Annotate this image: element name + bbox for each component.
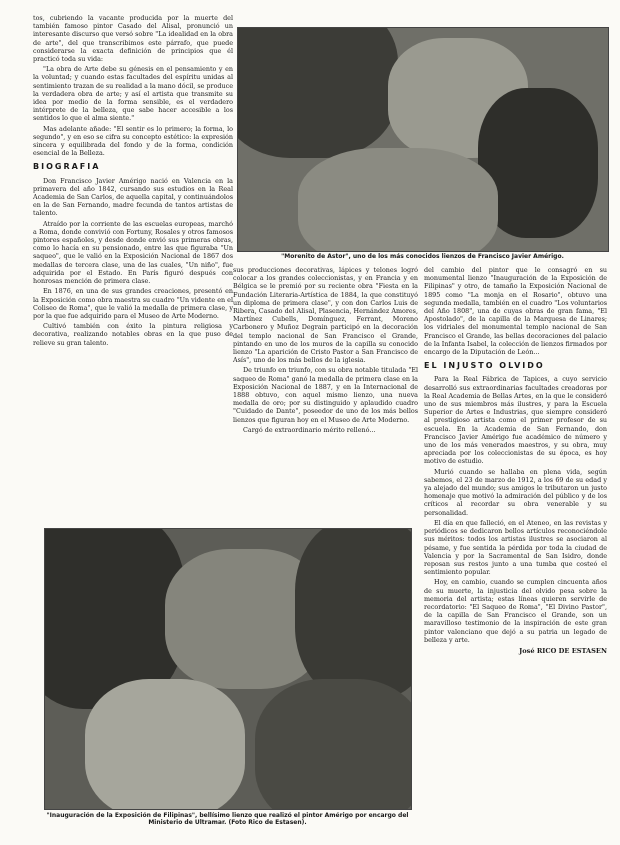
article-paragraph: Para la Real Fábrica de Tapices, a cuyo servicio desarrolló sus extraordinarias facultades creadoras por la Real Academia de Bellas Artes, en la que le consideró uno de sus miembros más ilustres, y para la Escuela Superior de Artes e Industrias, que siempre consideró al prestigioso artista como el primer profesor de su escuela. En la Academia de San Fernando, don Francisco Javier Amérigo fue académico de número y uno de los más venerados maestros, y su obra, muy apreciada por los coleccionistas de su época, es hoy motivo de estudio.: [424, 375, 607, 466]
biography-heading: BIOGRAFIA: [33, 162, 101, 172]
bottom-photo-caption: "Inauguración de la Exposición de Filipinas", bellísimo lienzo que realizó el pintor Amérigo por encargo del Ministerio de Ultramar. (Foto Rico de Estasen).: [46, 812, 409, 827]
article-paragraph: Cargó de extraordinario mérito rellenó...: [243, 425, 376, 434]
author-signature: José RICO DE ESTASEN: [519, 646, 607, 655]
bottom-painting-photo: [44, 528, 412, 810]
top-painting-photo: [237, 27, 609, 252]
article-paragraph: del cambio del pintor que le consagró en su monumental lienzo "Inauguración de la Exposición de Filipinas" y otro, de tamaño la Exposición Nacional de 1895 como "La monja en el Rosario", obtuvo una segunda medalla, también en el cuadro "Los voluntarios del Año 1808", una de cuyas obras de gran fama, "El Apostolado", de la capilla de la Marquesa de Linares; los vidriales del monumental templo nacional de San Francisco el Grande, las bellas decoraciones del palacio de la Infanta Isabel, la colección de lienzos firmados por encargo de la Diputación de León...: [424, 266, 607, 357]
article-paragraph: tos, cubriendo la vacante producida por la muerte del también famoso pintor Casado del Alisal, pronunció un interesante discurso que versó sobre "La idealidad en la obra de arte", del que transcribimos este párrafo, que puede considerarse la exacta definición de principios que él practicó toda su vida:: [33, 14, 233, 64]
article-paragraph: Don Francisco Javier Amérigo nació en Valencia en la primavera del año 1842, cursando sus estudios en la Real Academia de San Carlos, de aquella capital, y continuándolos en la de San Fernando, madre fecunda de tantos artistas de talento.: [33, 176, 233, 218]
article-paragraph: Murió cuando se hallaba en plena vida, según sabemos, el 23 de marzo de 1912, a los 69 de su edad y ya alejado del mundo; sus amigos le tributaron un justo homenaje que motivó la admiración del público y de los críticos al recordar su obra venerable y su personalidad.: [424, 467, 607, 517]
top-photo-caption: "Morenito de Astor", uno de los más conocidos lienzos de Francisco Javier Amérigo.: [281, 253, 564, 260]
article-paragraph: Atraído por la corriente de las escuelas europeas, marchó a Roma, donde convivió con Fortuny, Rosales y otros famosos pintores españoles, y desde donde envió sus primeras obras, como lo hacía en su pensionado, entre las que figuraba "Un saqueo", que le valió en la Exposición Nacional de 1867 dos medallas de tercera clase, una de las cuales, "Un niño", fue adquirida por el Estado. En París figuró después con honrosas mención de primera clase.: [33, 219, 233, 286]
article-paragraph: El día en que falleció, en el Ateneo, en las revistas y periódicos se dedicaron bellos artículos reconociéndole sus méritos: todos los artistas ilustres se asociaron al pésame, y fue sentida la pérdida por toda la ciudad de Valencia y por la Sacramental de San Isidro, donde reposan sus restos junto a una tumba que costeó el sentimiento popular.: [424, 518, 607, 577]
right-column: [424, 266, 607, 836]
olvido-heading: EL INJUSTO OLVIDO: [424, 361, 545, 371]
article-paragraph: "La obra de Arte debe su génesis en el pensamiento y en la voluntad; y cuando estas facultades del espíritu unidas al sentimiento trazan de su realidad a la mano dócil, se produce la verdadera obra de arte; y así el artista que transmite su idea por medio de la forma sensible, es el verdadero intérprete de la belleza, que sabe hacer accesible a los sentidos lo que el alma siente.": [33, 65, 233, 123]
article-paragraph: Cultivó también con éxito la pintura religiosa y decorativa, realizando notables obras en la que puso de relieve su gran talento.: [33, 322, 233, 347]
article-paragraph: sus producciones decorativas, lápices y telones logró colocar a los grandes coleccionistas, y en Francia y en Bélgica se le premió por su reciente obra "Fiesta en la Fundación Literaria-Artística de 1884, la que constituyó un diploma de primera clase", y con don Carlos Luis de Ribera, Casado del Alisal, Plasencia, Hernández Amores, Martínez Cubells, Domínguez, Ferrant, Moreno Carbonero y Muñoz Degrain participó en la decoración del templo nacional de San Francisco el Grande, pintando en uno de los muros de la capilla su conocido lienzo "La aparición de Cristo Pastor a San Francisco de Asís", uno de los más bellos de la iglesia.: [233, 266, 418, 365]
article-paragraph: Hoy, en cambio, cuando se cumplen cincuenta años de su muerte, la injusticia del olvido pesa sobre la memoria del artista; estas líneas quieren servirle de recordatorio: "El Saqueo de Roma", "El Divino Pastor", de la capilla de San Francisco el Grande, son un maravilloso testimonio de la inspiración de este gran pintor valenciano que dejó a su patria un legado de belleza y arte.: [424, 578, 607, 644]
article-paragraph: De triunfo en triunfo, con su obra notable titulada "El saqueo de Roma" ganó la medalla de primera clase en la Exposición Nacional de 1887, y en la Internacional de 1888 obtuvo, con aquel mismo lienzo, una nueva medalla de oro; por su distinguido y aplaudido cuadro "Cuidado de Dante", poseedor de uno de los más bellos lienzos que figuran hoy en el Museo de Arte Moderno.: [233, 366, 418, 424]
left-column: [33, 14, 233, 524]
article-paragraph: En 1876, en una de sus grandes creaciones, presentó en la Exposición como obra maestra su cuadro "Un vidente en el Coliseo de Roma", que le valió la medalla de primera clase, y por la que fue adquirido para el Museo de Arte Moderno.: [33, 287, 233, 320]
middle-column: [233, 266, 418, 526]
article-paragraph: Mas adelante añade: "El sentir es lo primero; la forma, lo segundo", y en eso se cifra su concepto estético: la expresión sincera y equilibrada del fondo y de la forma, condición esencial de la Belleza.: [33, 124, 233, 158]
